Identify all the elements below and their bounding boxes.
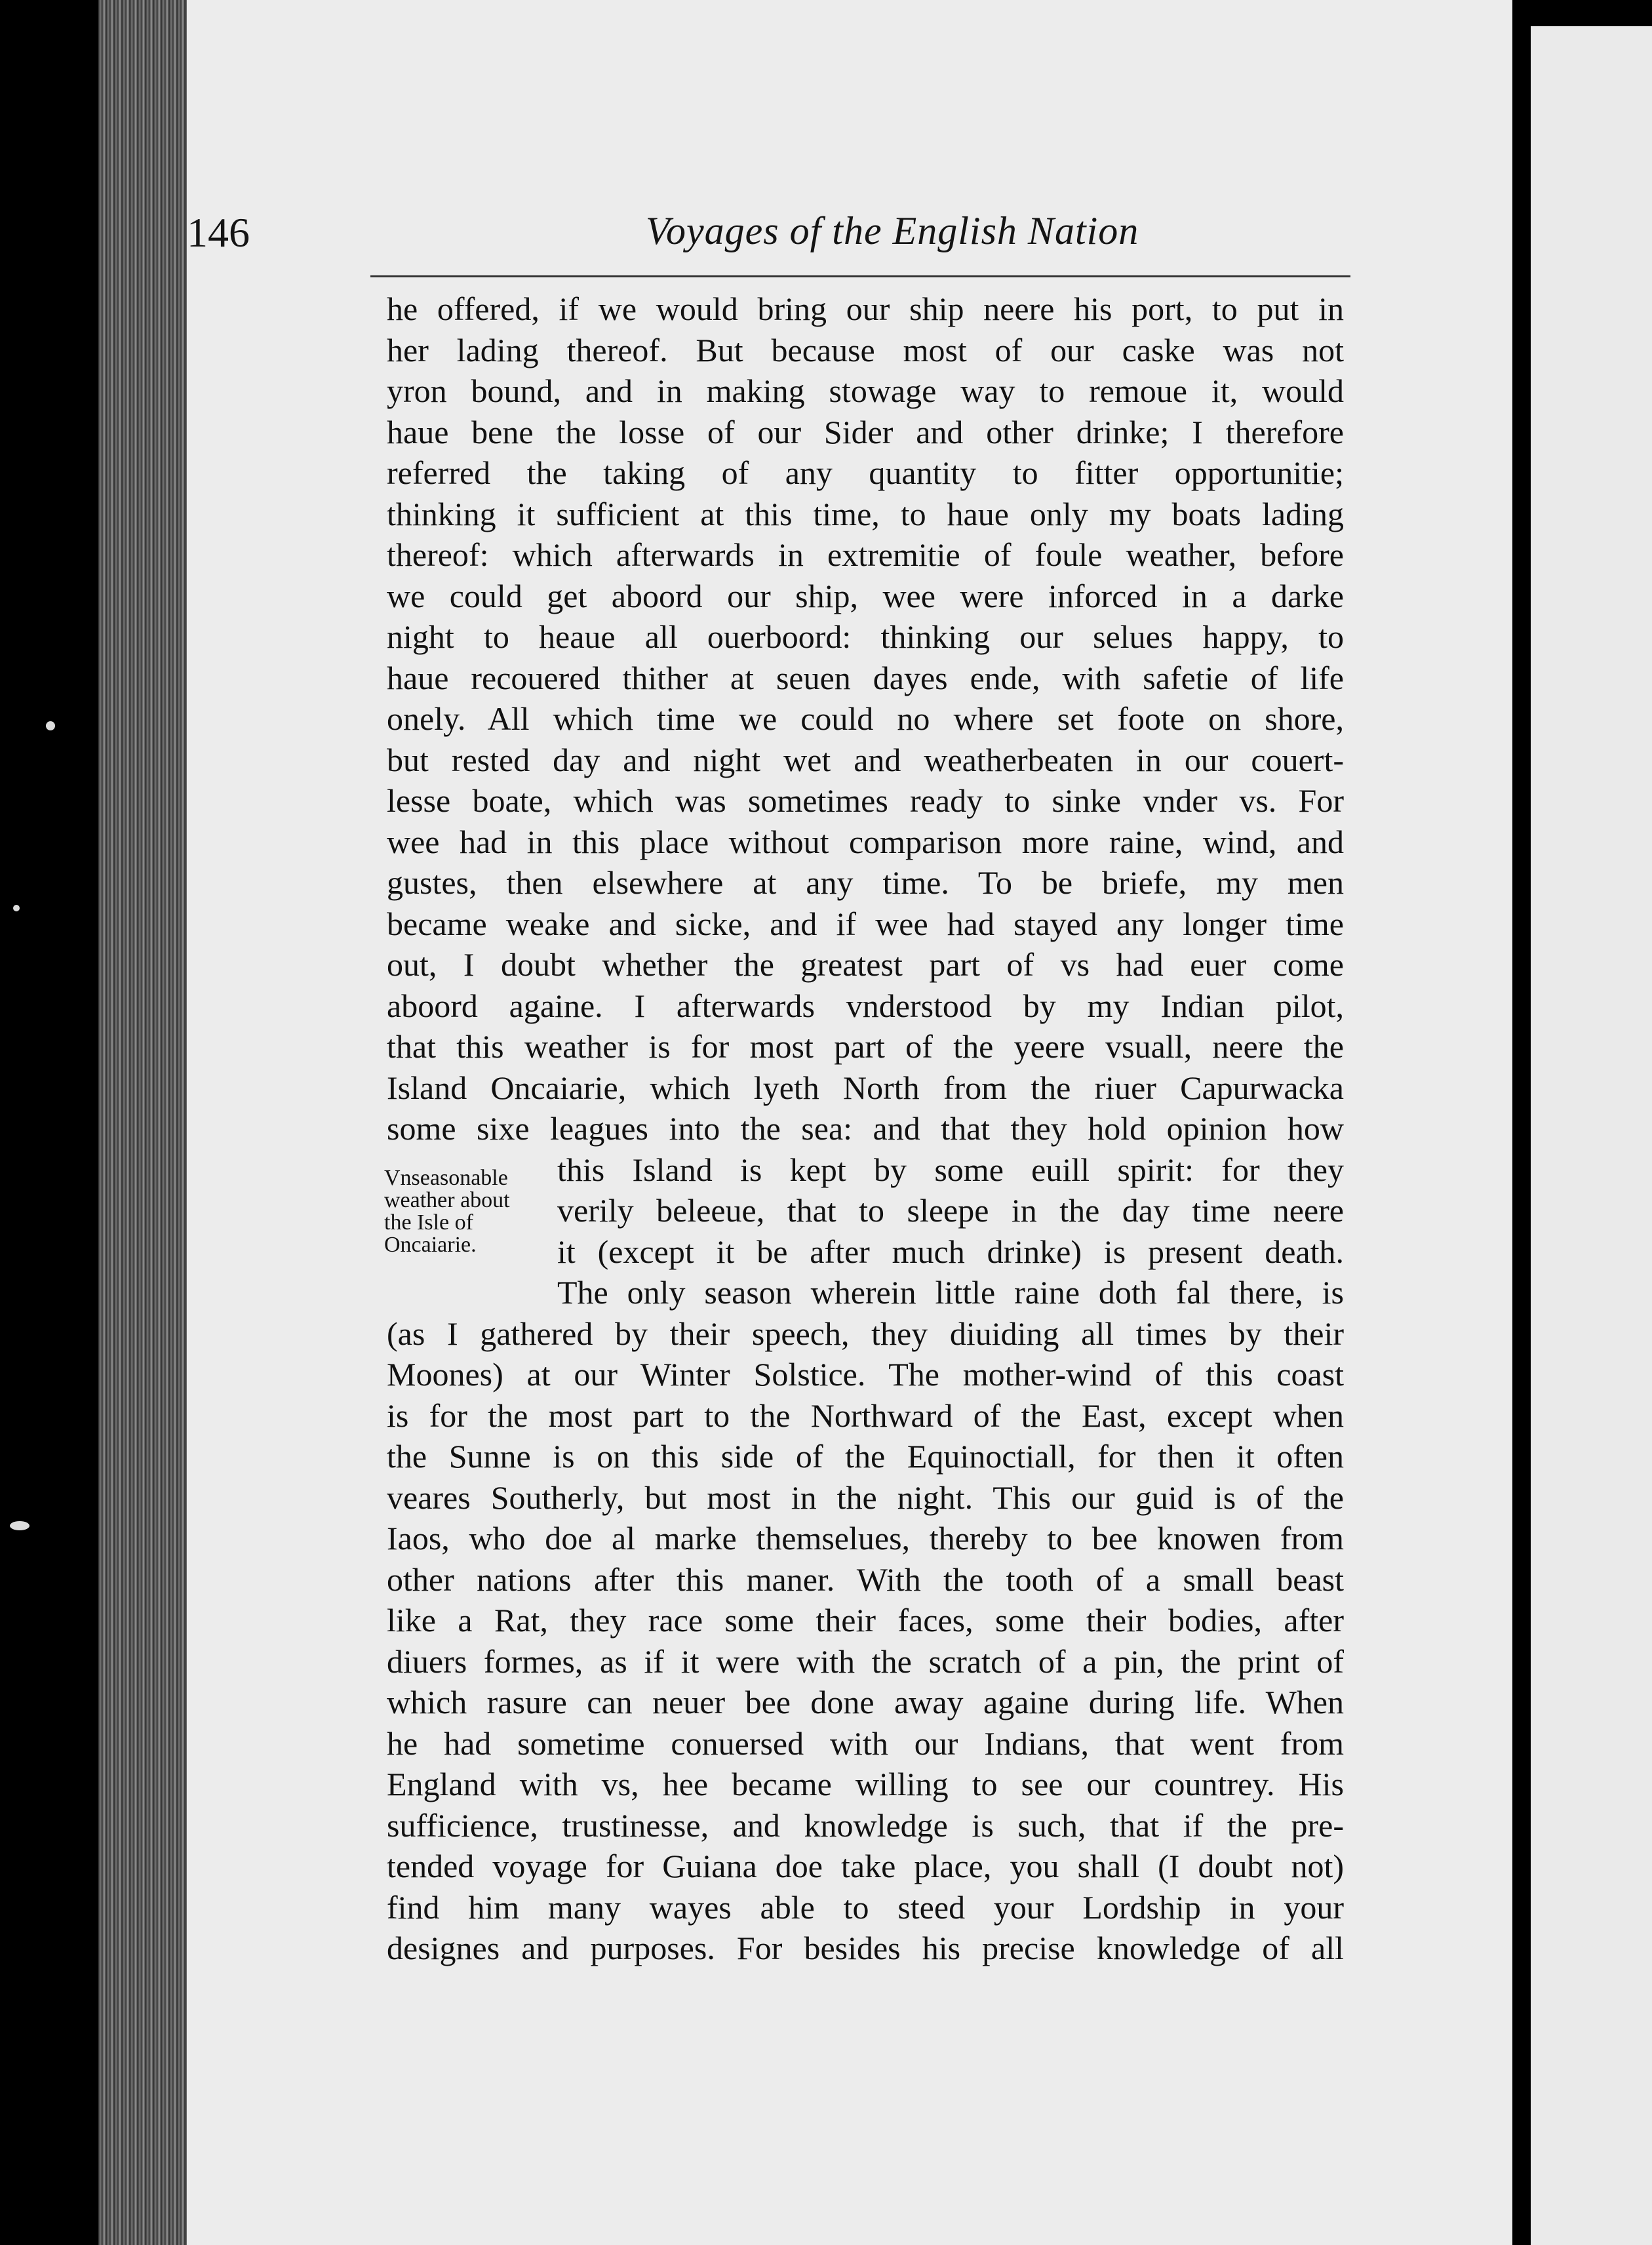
page-gutter	[1512, 0, 1531, 2245]
text-line: like a Rat, they race some their faces, some their bodies, after	[387, 1602, 1344, 1639]
text-line: tended voyage for Guiana doe take place, you shall (I doubt not)	[387, 1848, 1344, 1884]
text-line: England with vs, hee became willing to see our countrey. His	[387, 1766, 1344, 1802]
text-line: onely. All which time we could no where set foote on shore,	[387, 700, 1344, 737]
text-line: Moones) at our Winter Solstice. The mother-wind of this coast	[387, 1356, 1344, 1393]
scan-speck	[13, 905, 20, 911]
text-line: referred the taking of any quantity to fitter opportunitie;	[387, 454, 1344, 491]
text-line: wee had in this place without comparison more raine, wind, and	[387, 823, 1344, 860]
text-line: haue bene the losse of our Sider and other drinke; I therefore	[387, 413, 1344, 450]
book-fore-edge	[98, 0, 187, 2245]
text-line: thinking it sufficient at this time, to haue only my boats lading	[387, 495, 1344, 532]
header-rule	[370, 275, 1350, 277]
page-number: 146	[187, 209, 250, 256]
text-line: some sixe leagues into the sea: and that they hold opinion how	[387, 1110, 1344, 1147]
text-line: he offered, if we would bring our ship neere his port, to put in	[387, 290, 1344, 327]
margin-note-line: Oncaiarie.	[384, 1233, 477, 1257]
body-text	[387, 288, 1344, 1969]
margin-note-line: weather about	[384, 1188, 510, 1212]
scan-speck	[10, 1521, 30, 1530]
running-title: Voyages of the English Nation	[646, 209, 1139, 252]
text-line: which rasure can neuer bee done away againe during life. When	[387, 1684, 1344, 1720]
text-line: that this weather is for most part of the yeere vsuall, neere the	[387, 1028, 1344, 1065]
running-head	[187, 209, 1350, 268]
text-line: Island Oncaiarie, which lyeth North from the riuer Capurwacka	[387, 1069, 1344, 1106]
text-line: designes and purposes. For besides his precise knowledge of all	[387, 1930, 1344, 1966]
text-line: the Sunne is on this side of the Equinoctiall, for then it often	[387, 1438, 1344, 1475]
text-line: thereof: which afterwards in extremitie of foule weather, before	[387, 536, 1344, 573]
text-line: gustes, then elsewhere at any time. To be briefe, my men	[387, 864, 1344, 901]
text-line: it (except it be after much drinke) is present death.	[557, 1233, 1344, 1270]
text-line: he had sometime conuersed with our Indians, that went from	[387, 1724, 1344, 1762]
text-line: veares Southerly, but most in the night. This our guid is of the	[387, 1479, 1344, 1516]
text-line: out, I doubt whether the greatest part of vs had euer come	[387, 946, 1344, 983]
text-line: sufficience, trustinesse, and knowledge is such, that if the pre-	[387, 1806, 1344, 1844]
text-line: became weake and sicke, and if wee had stayed any longer time	[387, 905, 1344, 942]
facing-page-edge	[1531, 26, 1652, 2245]
text-line: this Island is kept by some euill spirit: for they	[557, 1151, 1344, 1188]
text-line: we could get aboord our ship, wee were inforced in a darke	[387, 577, 1344, 614]
text-line: yron bound, and in making stowage way to remoue it, would	[387, 372, 1344, 409]
text-line: other nations after this maner. With the tooth of a small beast	[387, 1560, 1344, 1598]
text-line: haue recouered thither at seuen dayes ende, with safetie of life	[387, 659, 1344, 696]
text-line: but rested day and night wet and weatherbeaten in our couert-	[387, 741, 1344, 778]
margin-note-line: the Isle of	[384, 1210, 473, 1235]
text-line: (as I gathered by their speech, they diuiding all times by their	[387, 1315, 1344, 1352]
scan-speck	[46, 721, 55, 730]
text-line: Iaos, who doe al marke themselues, thereby to bee knowen from	[387, 1520, 1344, 1557]
text-line: The only season wherein little raine doth fal there, is	[557, 1274, 1344, 1311]
text-line: lesse boate, which was sometimes ready to sinke vnder vs. For	[387, 782, 1344, 819]
text-line: night to heaue all ouerboord: thinking our selues happy, to	[387, 618, 1344, 655]
margin-note-line: Vnseasonable	[384, 1166, 508, 1190]
text-line: verily beleeue, that to sleepe in the day time neere	[557, 1192, 1344, 1229]
text-line: her lading thereof. But because most of our caske was not	[387, 331, 1344, 368]
text-line: diuers formes, as if it were with the scratch of a pin, the print of	[387, 1642, 1344, 1680]
text-line: find him many wayes able to steed your Lordship in your	[387, 1888, 1344, 1926]
text-line: is for the most part to the Northward of the East, except when	[387, 1397, 1344, 1434]
text-line: aboord againe. I afterwards vnderstood by my Indian pilot,	[387, 987, 1344, 1024]
